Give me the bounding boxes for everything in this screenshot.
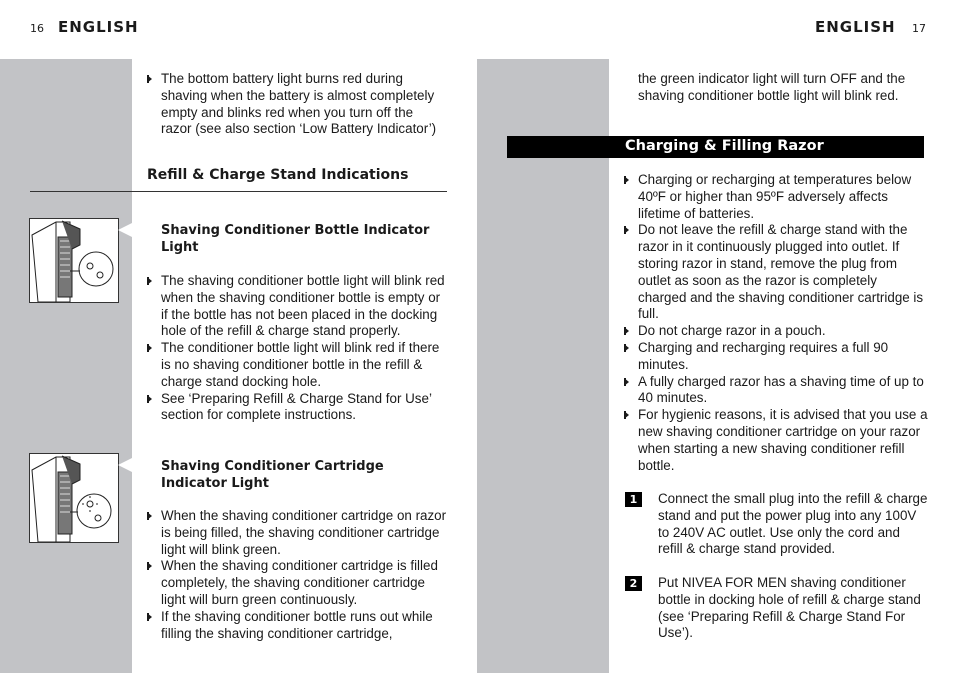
charging-bullet: Do not charge razor in a pouch. [624,323,928,340]
block2-bullet: When the shaving conditioner cartridge is filled completely, the shaving conditioner cartridge light will burn green continuously. [147,558,447,608]
charging-bullet: Charging or recharging at temperatures below 40ºF or higher than 95ºF adversely affects lifetime of batteries. [624,172,928,222]
block1-heading: Shaving Conditioner Bottle Indicator Light [161,223,430,255]
block2-heading: Shaving Conditioner Cartridge Indicator Light [161,459,384,491]
page-number-right: 17 [912,22,926,35]
page-number-left: 16 [30,22,44,35]
block1-bullets [147,273,447,424]
step-text-2: Put NIVEA FOR MEN shaving conditioner bottle in docking hole of refill & charge stand (see ‘Preparing Refill & Charge Stand For Use’). [658,575,921,641]
charging-bullet: A fully charged razor has a shaving time of up to 40 minutes. [624,374,928,408]
step-text-1: Connect the small plug into the refill & charge stand and put the power plug into any 100V to 240V AC outlet. Use only the cord and refill & charge stand provided. [658,491,928,557]
charging-bullet: For hygienic reasons, it is advised that you use a new shaving conditioner cartridge on your razor when starting a new shaving conditioner refill bottle. [624,407,928,474]
pointer-arrow-2 [118,458,132,472]
section-bar-title: Charging & Filling Razor [625,138,824,154]
left-intro-bullets [147,71,447,138]
block2-bullet: When the shaving conditioner cartridge on razor is being filled, the shaving conditioner cartridge light will blink green. [147,508,447,558]
block1-bullet: The shaving conditioner bottle light will blink red when the shaving conditioner bottle is empty or if the bottle has not been placed in the docking hole of the refill & charge stand properly. [147,273,447,340]
block2-bullets [147,508,447,642]
stand-illustration-cartridge-light [29,453,119,543]
section-heading-refill: Refill & Charge Stand Indications [147,167,409,183]
pointer-arrow-1 [118,223,132,237]
stand-illustration-bottle-light [29,218,119,303]
intro-bullet: The bottom battery light burns red during shaving when the battery is almost completely empty and blinks red when you turn off the razor (see also section ‘Low Battery Indicator’) [147,71,447,138]
step-number-1: 1 [625,492,642,507]
charging-bullets [624,172,928,474]
continued-text: the green indicator light will turn OFF and the shaving conditioner bottle light will blink red. [638,71,906,103]
block1-bullet: The conditioner bottle light will blink red if there is no shaving conditioner bottle in the refill & charge stand docking hole. [147,340,447,390]
block1-bullet: See ‘Preparing Refill & Charge Stand for Use’ section for complete instructions. [147,391,447,425]
header-english-right: ENGLISH [815,18,896,36]
charging-bullet: Do not leave the refill & charge stand with the razor in it continuously plugged into outlet. If storing razor in stand, remove the plug from outlet as soon as the razor is completely charged and the shaving conditioner cartridge is full. [624,222,928,323]
section-rule [30,191,447,192]
charging-bullet: Charging and recharging requires a full 90 minutes. [624,340,928,374]
block2-bullet: If the shaving conditioner bottle runs out while filling the shaving conditioner cartridge, [147,609,447,643]
left-margin-band [0,59,132,673]
step-number-2: 2 [625,576,642,591]
section-bar-charging [507,136,924,158]
header-english-left: ENGLISH [58,18,139,36]
